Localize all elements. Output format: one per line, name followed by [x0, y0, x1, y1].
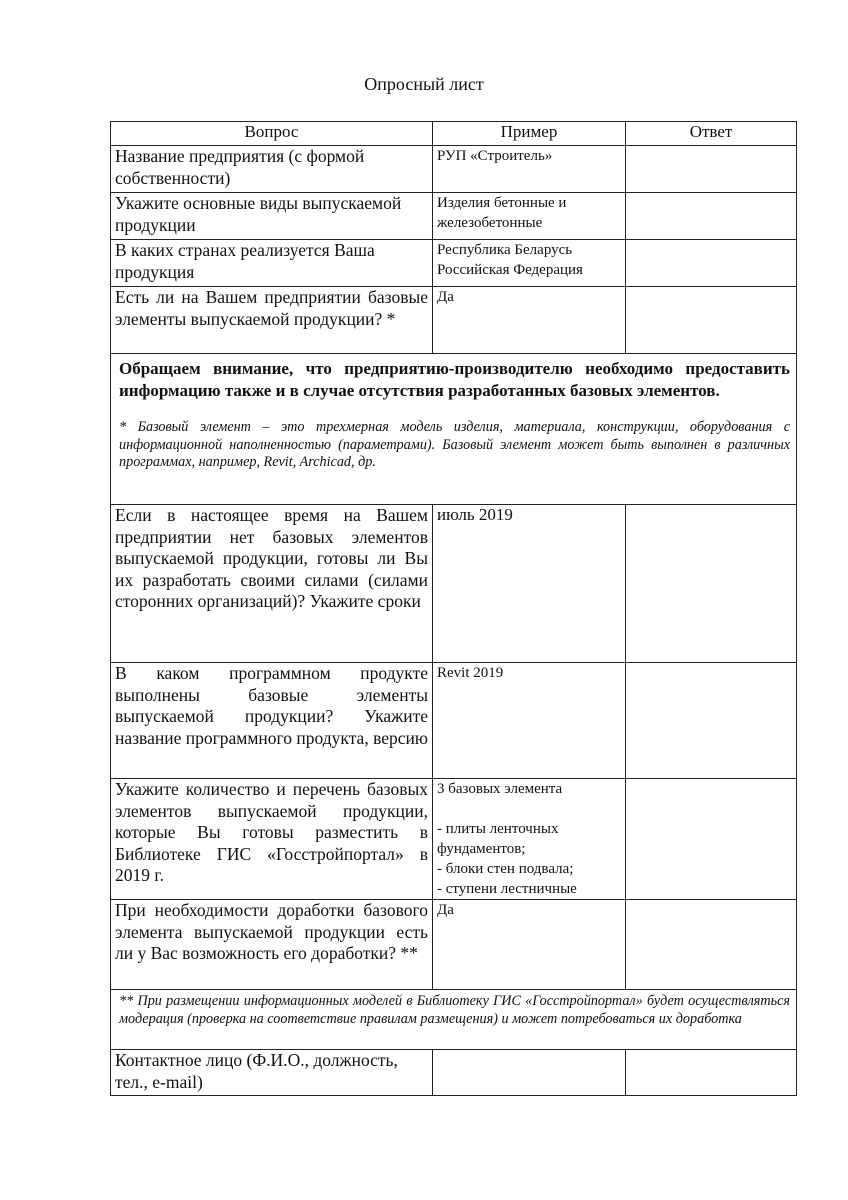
table-row — [111, 663, 797, 779]
example-cell: Изделия бетонные и железобетонные — [433, 193, 626, 240]
answer-cell[interactable] — [626, 240, 797, 287]
question-cell: Есть ли на Вашем предприятии базовые элементы выпускаемой продукции? * — [111, 287, 433, 354]
table-row — [111, 1050, 797, 1096]
question-cell: Укажите основные виды выпускаемой продукции — [111, 193, 433, 240]
example-cell: РУП «Строитель» — [433, 146, 626, 193]
answer-cell[interactable] — [626, 663, 797, 779]
example-cell: Да — [433, 287, 626, 354]
notice-text: Обращаем внимание, что предприятию-производителю необходимо предоставить информацию также и в случае отсутствия разработанных базовых элементов. — [119, 359, 790, 400]
question-cell: В каких странах реализуется Ваша продукция — [111, 240, 433, 287]
notice-cell — [111, 354, 797, 505]
answer-cell[interactable] — [626, 193, 797, 240]
question-cell: Укажите количество и перечень базовых элементов выпускаемой продукции, которые Вы готовы разместить в Библиотеке ГИС «Госстройпортал» в 2019 г. — [111, 779, 433, 900]
question-cell: Название предприятия (с формой собственности) — [111, 146, 433, 193]
table-row — [111, 505, 797, 663]
table-row — [111, 240, 797, 287]
contact-question-cell: Контактное лицо (Ф.И.О., должность, тел., e-mail) — [111, 1050, 433, 1096]
footnote-row — [111, 990, 797, 1050]
answer-cell[interactable] — [626, 505, 797, 663]
basic-element-footnote: * Базовый элемент – это трехмерная модель изделия, материала, конструкции, оборудования с информационной наполненностью (параметрами). Базовый элемент может быть выполнен в различных программах, например, Revit, Archicad, др. — [119, 419, 790, 470]
question-cell: В каком программном продукте выполнены базовые элементы выпускаемой продукции? Укажите название программного продукта, версию — [111, 663, 433, 779]
table-row — [111, 779, 797, 900]
answer-cell[interactable] — [626, 1050, 797, 1096]
header-example: Пример — [433, 122, 626, 146]
answer-cell[interactable] — [626, 779, 797, 900]
example-cell — [433, 1050, 626, 1096]
header-question: Вопрос — [111, 122, 433, 146]
header-answer: Ответ — [626, 122, 797, 146]
example-cell: июль 2019 — [433, 505, 626, 663]
question-cell: Если в настоящее время на Вашем предприятии нет базовых элементов выпускаемой продукции, готовы ли Вы их разработать своими силами (силами сторонних организаций)? Укажите сроки — [111, 505, 433, 663]
table-row — [111, 900, 797, 990]
notice-row — [111, 354, 797, 505]
table-row — [111, 146, 797, 193]
example-cell: Revit 2019 — [433, 663, 626, 779]
question-cell: При необходимости доработки базового элемента выпускаемой продукции есть ли у Вас возможность его доработки? ** — [111, 900, 433, 990]
table-header-row — [111, 122, 797, 146]
answer-cell[interactable] — [626, 900, 797, 990]
survey-table — [110, 121, 797, 1096]
answer-cell[interactable] — [626, 287, 797, 354]
moderation-footnote: ** При размещении информационных моделей в Библиотеку ГИС «Госстройпортал» будет осуществляться модерация (проверка на соответствие правилам размещения) и может потребоваться их доработка — [111, 990, 797, 1050]
answer-cell[interactable] — [626, 146, 797, 193]
example-cell: Республика Беларусь Российская Федерация — [433, 240, 626, 287]
example-cell: Да — [433, 900, 626, 990]
table-row — [111, 193, 797, 240]
table-row — [111, 287, 797, 354]
example-cell: 3 базовых элемента - плиты ленточных фундаментов; - блоки стен подвала; - ступени лестничные — [433, 779, 626, 900]
page-title: Опросный лист — [364, 74, 484, 94]
